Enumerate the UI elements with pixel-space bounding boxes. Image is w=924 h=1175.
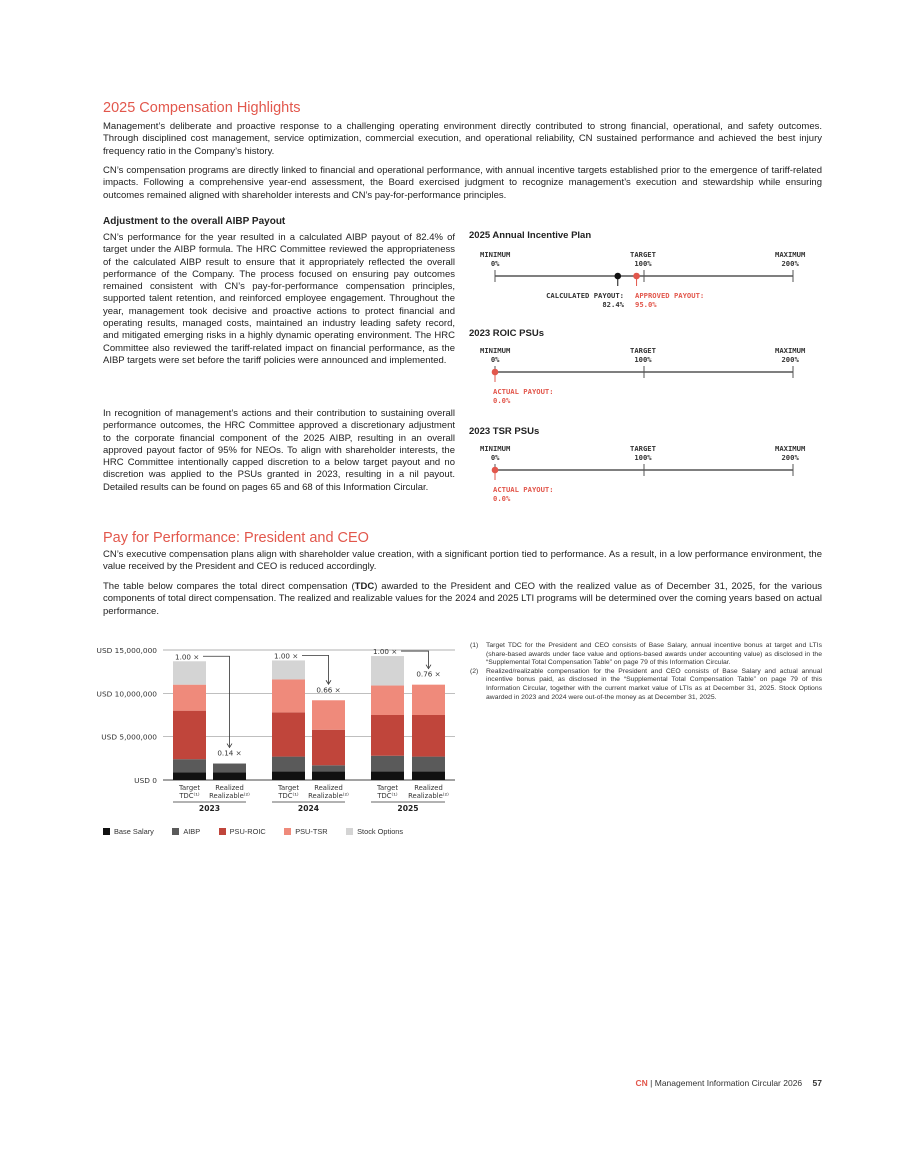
- tsr-scale-title: 2023 TSR PSUs: [469, 426, 540, 437]
- target-ratio-label: 1.00 ×: [373, 647, 398, 657]
- footer-text: Management Information Circular 2026: [654, 1078, 803, 1088]
- bar-segment-base-salary: [272, 771, 305, 780]
- bar-segment-psu-roic: [412, 715, 445, 757]
- legend-swatch: [103, 828, 110, 835]
- x-tick-label: Target TDC⁽¹⁾: [376, 784, 399, 800]
- tsr-max-label: MAXIMUM 200%: [775, 444, 806, 462]
- adjustment-paragraph-1: CN’s performance for the year resulted in a calculated AIBP payout of 82.4% of target under the AIBP formula. The HRC Committee reviewed the appropriateness of the calculated AIBP result to ensure that it appropriately reflected the overall performance of the Company. The process focused on ensuring pay outcomes remained consistent with CN’s pay-for-performance compensation principles, supported talent retention, and reinforced employee engagement. Throughout the year, management took decisive and proactive actions to protect financial and operating results, managed costs, maintained an industry leading safety record, and mitigated emerging risks in a highly dynamic operating environment. The HRC Committee also reviewed the tariff-related impact on financial performance, as the AIBP targets were set before the tariff policies were announced and implemented.: [103, 232, 455, 366]
- bar-segment-psu-tsr: [371, 686, 404, 715]
- roic-target-label: TARGET 100%: [630, 346, 656, 364]
- bar-segment-base-salary: [371, 771, 404, 780]
- payout-scales: [469, 230, 829, 520]
- y-tick-label: USD 5,000,000: [101, 732, 157, 742]
- x-tick-label: Realized Realizable⁽²⁾: [209, 784, 250, 800]
- bar-segment-psu-roic: [312, 730, 345, 766]
- chart-footnotes: [470, 642, 822, 702]
- roic-min-label: MINIMUM 0%: [480, 346, 511, 364]
- tsr-actual-payout-label: ACTUAL PAYOUT: 0.0%: [493, 485, 554, 503]
- bar-segment-psu-tsr: [412, 685, 445, 715]
- aip-max-label: MAXIMUM 200%: [775, 250, 806, 268]
- bar-segment-stock-options: [371, 656, 404, 685]
- bar-segment-base-salary: [312, 771, 345, 780]
- bar-segment-base-salary: [412, 771, 445, 780]
- bar-segment-base-salary: [213, 772, 246, 780]
- roic-actual-payout-label: ACTUAL PAYOUT: 0.0%: [493, 387, 554, 405]
- ratio-connector: [203, 656, 230, 746]
- y-tick-label: USD 0: [134, 776, 157, 785]
- legend-swatch: [219, 828, 226, 835]
- highlights-paragraph-2: CN’s compensation programs are directly linked to financial and operational performance, with annual incentive targets established prior to the emergence of tariff-related impacts. Following a comprehensive year-end assessment, the Board exercised judgment to recognize management’s execution and stewardship while ensuring outcomes remained aligned with shareholder interests and CN’s pay-for-performance principles.: [103, 165, 822, 201]
- highlights-title: 2025 Compensation Highlights: [103, 100, 301, 116]
- y-tick-label: USD 10,000,000: [96, 689, 157, 699]
- aip-scale-title: 2025 Annual Incentive Plan: [469, 230, 592, 241]
- bar-segment-stock-options: [173, 661, 206, 684]
- adjustment-paragraph-2: In recognition of management’s actions and their contribution to sustaining overall performance outcomes, the HRC Committee approved a discretionary adjustment to the corporate financial component of the 2025 AIBP, resulting in an overall approved payout factor of 95% for NEOs. To align with shareholder interests, the HRC Committee intentionally capped discretion to a below target payout and no discretion was applied to the PSUs granted in 2023, resulting in a nil payout. Detailed results can be found on pages 65 and 68 of this Information Circular.: [103, 408, 455, 493]
- bar-segment-psu-roic: [173, 711, 206, 760]
- bar-segment-psu-tsr: [312, 700, 345, 729]
- adjustment-title: Adjustment to the overall AIBP Payout: [103, 216, 286, 227]
- aip-calculated-payout-label: CALCULATED PAYOUT: 82.4%: [546, 291, 624, 309]
- legend-swatch: [284, 828, 291, 835]
- legend-psu-tsr: PSU-TSR: [284, 827, 327, 836]
- x-tick-label: Realized Realizable⁽²⁾: [308, 784, 349, 800]
- chart-legend: [103, 822, 417, 840]
- footnote: (2) Realized/realizable compensation for the President and CEO consists of Base Salary and actual annual incentive bonus paid, as disclosed in the “Supplemental Total Compensation Table” on page 79 of this Information Circular, together with the current market value of LTIs as at December 31, 2025. Stock Options awarded in 2023 and 2024 were out-of-the money as at December 31, 2025.: [470, 667, 822, 701]
- bar-segment-psu-roic: [272, 712, 305, 756]
- pfp-paragraph-2: The table below compares the total direct compensation (TDC) awarded to the President and CEO with the realized value as of December 31, 2025, for the various components of total direct compensation. The realized and realizable values for the 2024 and 2025 LTI programs will be determined over the coming years based on actual performance.: [103, 581, 822, 617]
- legend-swatch: [346, 828, 353, 835]
- x-tick-label: Target TDC⁽¹⁾: [178, 784, 201, 800]
- legend-swatch: [172, 828, 179, 835]
- aip-min-label: MINIMUM 0%: [480, 250, 511, 268]
- bar-segment-aibp: [371, 756, 404, 772]
- aip-target-label: TARGET 100%: [630, 250, 656, 268]
- tsr-scale-line: [469, 462, 829, 482]
- aip-scale-line: [469, 268, 829, 288]
- bar-segment-aibp: [312, 765, 345, 771]
- roic-max-label: MAXIMUM 200%: [775, 346, 806, 364]
- bar-segment-psu-tsr: [173, 685, 206, 711]
- bar-segment-psu-tsr: [272, 679, 305, 712]
- aip-calculated-marker: [614, 273, 621, 280]
- realized-ratio-label: 0.66 ×: [316, 685, 341, 695]
- page-number: 57: [812, 1078, 822, 1088]
- tsr-actual-marker: [492, 467, 499, 474]
- bar-segment-base-salary: [173, 772, 206, 780]
- bar-segment-stock-options: [272, 660, 305, 679]
- pay-for-performance-title: Pay for Performance: President and CEO: [103, 530, 369, 546]
- target-ratio-label: 1.00 ×: [274, 651, 299, 661]
- bar-segment-aibp: [412, 757, 445, 772]
- ratio-connector: [302, 655, 329, 683]
- legend-psu-roic: PSU-ROIC: [219, 827, 266, 836]
- page-footer: CN | Management Information Circular 2026 57: [635, 1078, 822, 1088]
- tsr-target-label: TARGET 100%: [630, 444, 656, 462]
- group-label: 2023: [198, 804, 221, 812]
- bar-segment-aibp: [272, 757, 305, 772]
- group-label: 2025: [397, 804, 419, 812]
- tsr-min-label: MINIMUM 0%: [480, 444, 511, 462]
- bar-segment-aibp: [173, 759, 206, 772]
- group-label: 2024: [297, 804, 320, 812]
- roic-actual-marker: [492, 369, 499, 376]
- target-ratio-label: 1.00 ×: [175, 652, 200, 662]
- footer-brand: CN: [635, 1078, 648, 1088]
- realized-ratio-label: 0.76 ×: [416, 669, 441, 679]
- bar-segment-psu-roic: [371, 715, 404, 756]
- roic-scale-title: 2023 ROIC PSUs: [469, 328, 544, 339]
- ratio-connector: [401, 651, 429, 668]
- legend-aibp: AIBP: [172, 827, 200, 836]
- bar-segment-aibp: [213, 764, 246, 773]
- footnote: (1) Target TDC for the President and CEO consists of Base Salary, annual incentive bonus at target and LTIs (share-based awards under face value and options-based awards under accounting value) as disclosed in the “Supplemental Total Compensation Table” on page 79 of this Information Circular.: [470, 642, 822, 667]
- pfp-paragraph-1: CN’s executive compensation plans align with shareholder value creation, with a significant portion tied to performance. As a result, in a low performance environment, the value received by the President and CEO is reduced accordingly.: [103, 549, 822, 573]
- x-tick-label: Target TDC⁽¹⁾: [277, 784, 300, 800]
- legend-stock-options: Stock Options: [346, 827, 403, 836]
- aip-approved-marker: [633, 273, 640, 280]
- x-tick-label: Realized Realizable⁽²⁾: [408, 784, 449, 800]
- roic-scale-line: [469, 364, 829, 384]
- legend-base-salary: Base Salary: [103, 827, 154, 836]
- highlights-paragraph-1: Management’s deliberate and proactive response to a challenging operating environment directly contributed to strong financial, operational, and safety outcomes. Through disciplined cost management, service optimization, commercial execution, and operational reliability, CN sustained performance and achieved the best injury frequency ratio in the Company’s history.: [103, 121, 822, 157]
- compensation-bar-chart: [95, 632, 465, 812]
- realized-ratio-label: 0.14 ×: [217, 748, 242, 758]
- y-tick-label: USD 15,000,000: [96, 646, 157, 655]
- aip-approved-payout-label: APPROVED PAYOUT: 95.0%: [635, 291, 705, 309]
